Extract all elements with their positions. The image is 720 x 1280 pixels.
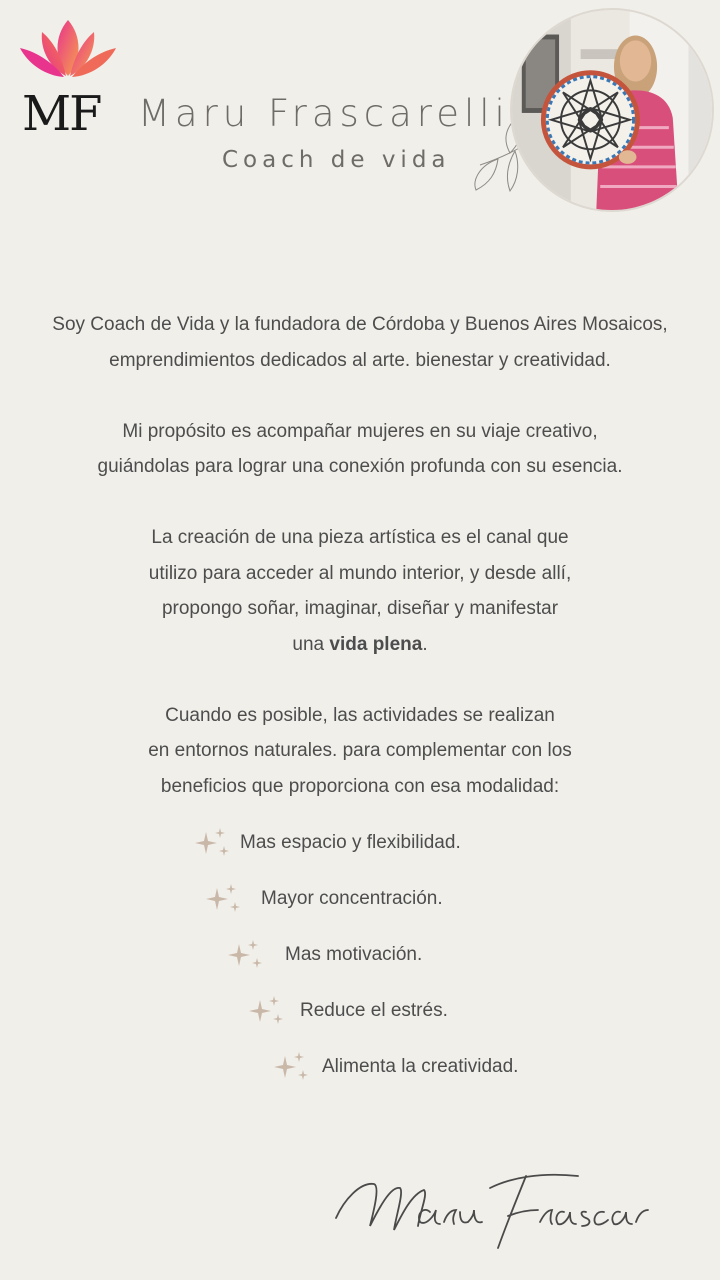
logo [18, 18, 118, 142]
page-subtitle: Coach de vida [222, 147, 451, 173]
portrait-photo [512, 10, 712, 210]
paragraph [0, 414, 720, 485]
benefit-label: Reduce el estrés. [300, 1000, 448, 1021]
text-line: La creación de una pieza artística es el canal que [151, 527, 569, 548]
benefit-label: Mas espacio y flexibilidad. [240, 832, 461, 853]
logo-text: MF [22, 86, 101, 142]
text-line: emprendimientos dedicados al arte. bienestar y creatividad. [109, 349, 611, 371]
paragraph [0, 698, 720, 805]
list-item [248, 994, 448, 1028]
benefit-label: Mas motivación. [285, 944, 423, 965]
sparkle-icon [248, 996, 286, 1026]
list-item [273, 1050, 518, 1084]
sparkle-icon [273, 1052, 311, 1082]
sparkle-icon [194, 828, 232, 858]
list-item [205, 882, 443, 916]
page-title: Maru Frascarelli [138, 92, 510, 135]
text-line [0, 627, 720, 663]
lotus-flower-icon [18, 18, 118, 80]
emphasis-text: vida plena [329, 633, 423, 655]
list-item [194, 826, 461, 860]
paragraph [0, 307, 720, 378]
text-line: en entornos naturales. para complementar con los [148, 740, 572, 761]
paragraph [0, 520, 720, 662]
text-line: beneficios que proporciona con esa modalidad: [160, 775, 560, 797]
benefit-label: Mayor concentración. [261, 888, 443, 909]
sparkle-icon [227, 940, 265, 970]
text-line: Mi propósito es acompañar mujeres en su viaje creativo, [122, 420, 598, 442]
text-line: propongo soñar, imaginar, diseñar y manifestar [161, 598, 559, 619]
about-text [0, 307, 720, 840]
text-line: Cuando es posible, las actividades se realizan [165, 704, 555, 726]
signature [330, 1160, 650, 1260]
benefit-label: Alimenta la creatividad. [322, 1056, 519, 1077]
list-item [227, 938, 422, 972]
text-prefix: una [292, 633, 330, 655]
text-suffix: . [422, 633, 428, 655]
sparkle-icon [205, 884, 243, 914]
profile-photo [510, 8, 714, 212]
text-line: guiándolas para lograr una conexión profunda con su esencia. [97, 456, 623, 477]
text-line: Soy Coach de Vida y la fundadora de Córdoba y Buenos Aires Mosaicos, [52, 314, 668, 335]
text-line: utilizo para acceder al mundo interior, y desde allí, [148, 562, 572, 584]
